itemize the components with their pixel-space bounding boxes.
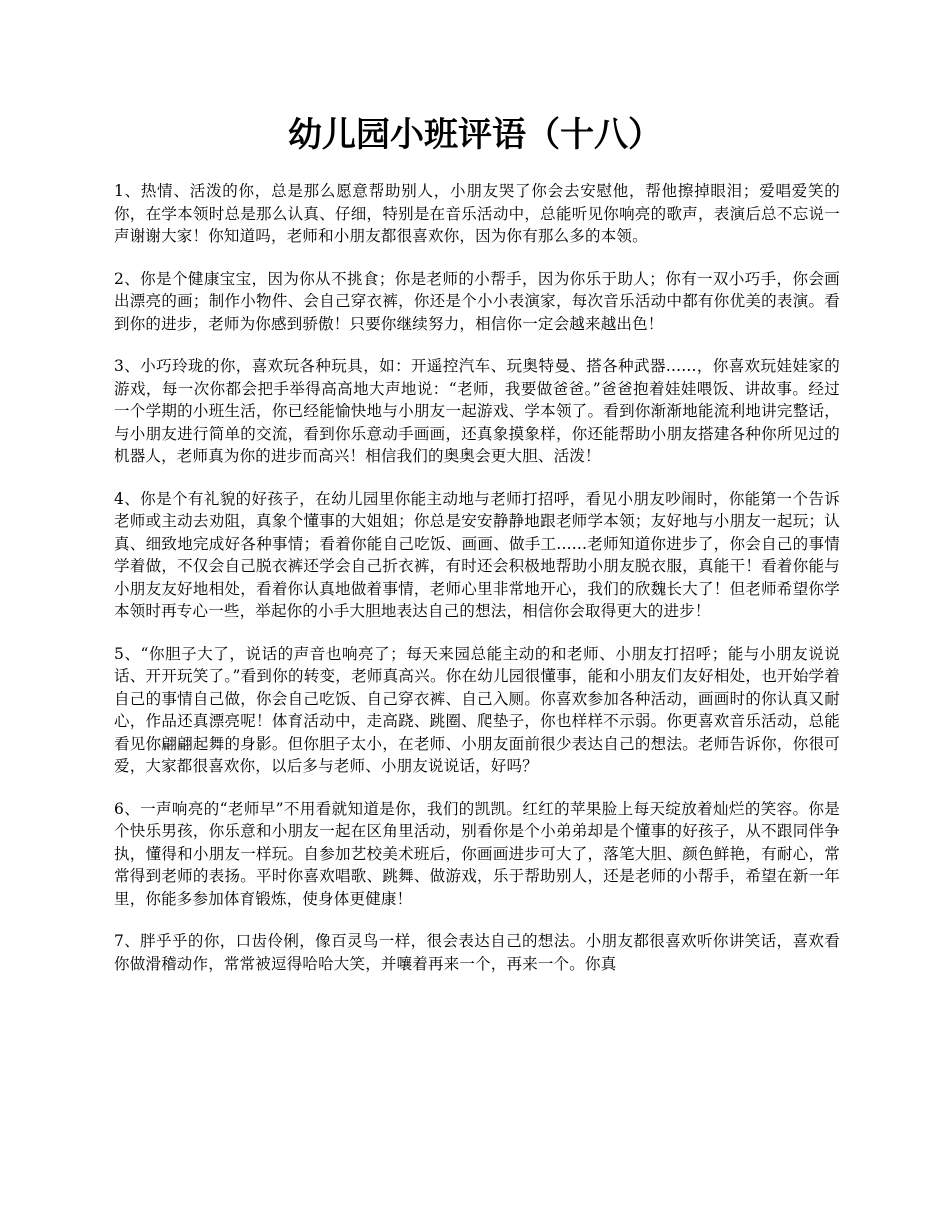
document-title: 幼儿园小班评语（十八） [288, 115, 662, 155]
document-body [114, 180, 840, 995]
comment-paragraph-3: 3、小巧玲珑的你，喜欢玩各种玩具，如：开遥控汽车、玩奥特曼、搭各种武器......，你喜欢玩娃娃家的游戏，每一次你都会把手举得高高地大声地说：“老师，我要做爸爸。”爸爸抱着娃娃喂饭、讲故事。经过一个学期的小班生活，你已经能愉快地与小朋友一起游戏、学本领了。看到你渐渐地能流利地讲完整话，与小朋友进行简单的交流，看到你乐意动手画画，还真象摸象样，你还能帮助小朋友搭建各种你所见过的机器人，老师真为你的进步而高兴！相信我们的奥奥会更大胆、活泼！ [114, 357, 840, 465]
comment-paragraph-1: 1、热情、活泼的你，总是那么愿意帮助别人，小朋友哭了你会去安慰他，帮他擦掉眼泪；爱唱爱笑的你，在学本领时总是那么认真、仔细，特别是在音乐活动中，总能听见你响亮的歌声，表演后总不忘说一声谢谢大家！你知道吗，老师和小朋友都很喜欢你，因为你有那么多的本领。 [114, 182, 840, 245]
comment-paragraph-5: 5、“你胆子大了，说话的声音也响亮了；每天来园总能主动的和老师、小朋友打招呼；能与小朋友说说话、开开玩笑了。”看到你的转变，老师真高兴。你在幼儿园很懂事，能和小朋友们友好相处，也开始学着自己的事情自己做，你会自己吃饭、自己穿衣裤、自己入厕。你喜欢参加各种活动，画画时的你认真又耐心，作品还真漂亮呢！体育活动中，走高跷、跳圈、爬垫子，你也样样不示弱。你更喜欢音乐活动，总能看见你翩翩起舞的身影。但你胆子太小，在老师、小朋友面前很少表达自己的想法。老师告诉你，你很可爱，大家都很喜欢你，以后多与老师、小朋友说说话，好吗？ [114, 644, 840, 775]
comment-paragraph-7: 7、胖乎乎的你，口齿伶俐，像百灵鸟一样，很会表达自己的想法。小朋友都很喜欢听你讲笑话，喜欢看你做滑稽动作，常常被逗得哈哈大笑，并嚷着再来一个，再来一个。你真 [114, 932, 840, 973]
comment-paragraph-2: 2、你是个健康宝宝，因为你从不挑食；你是老师的小帮手，因为你乐于助人；你有一双小巧手，你会画出漂亮的画；制作小物件、会自己穿衣裤，你还是个小小表演家，每次音乐活动中都有你优美的表演。看到你的进步，老师为你感到骄傲！只要你继续努力，相信你一定会越来越出色！ [114, 269, 840, 333]
comment-paragraph-4: 4、你是个有礼貌的好孩子，在幼儿园里你能主动地与老师打招呼，看见小朋友吵闹时，你能第一个告诉老师或主动去劝阻，真象个懂事的大姐姐；你总是安安静静地跟老师学本领；友好地与小朋友一起玩；认真、细致地完成好各种事情；看着你能自己吃饭、画画、做手工......老师知道你进步了，你会自己的事情学着做，不仅会自己脱衣裤还学会自己折衣裤，有时还会积极地帮助小朋友脱衣服，真能干！看着你能与小朋友友好地相处，看着你认真地做着事情，老师心里非常地开心，我们的欣魏长大了！但老师希望你学本领时再专心一些，举起你的小手大胆地表达自己的想法，相信你会取得更大的进步！ [114, 489, 840, 620]
comment-paragraph-6: 6、一声响亮的“老师早”不用看就知道是你，我们的凯凯。红红的苹果脸上每天绽放着灿烂的笑容。你是个快乐男孩，你乐意和小朋友一起在区角里活动，别看你是个小弟弟却是个懂事的好孩子，从不跟同伴争执，懂得和小朋友一样玩。自参加艺校美术班后，你画画进步可大了，落笔大胆、颜色鲜艳，有耐心，常常得到老师的表扬。平时你喜欢唱歌、跳舞、做游戏，乐于帮助别人，还是老师的小帮手，希望在新一年里，你能多参加体育锻炼，使身体更健康！ [114, 799, 840, 908]
